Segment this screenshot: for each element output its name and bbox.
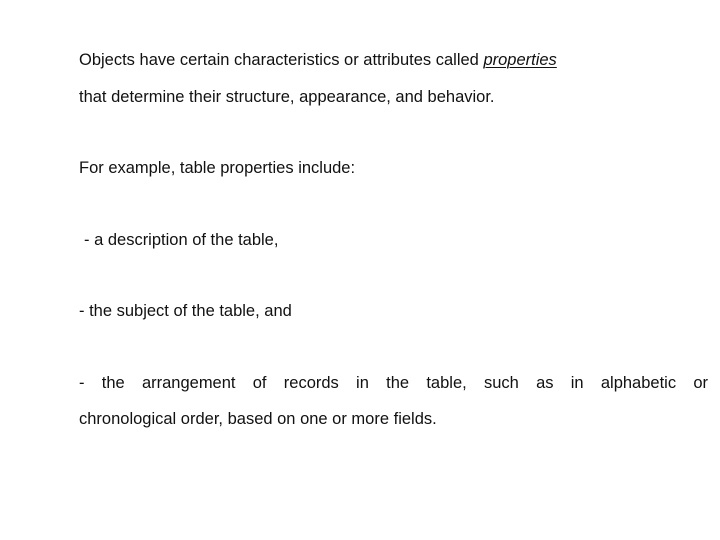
properties-term: properties (483, 51, 557, 69)
list-item-arrangement: - the arrangement of records in the table, such as in alphabetic or (79, 374, 708, 392)
list-item-arrangement-continued: chronological order, based on one or more fields. (79, 410, 437, 428)
example-intro: For example, table properties include: (79, 159, 356, 177)
paragraph-properties-line-1 (79, 50, 557, 70)
list-item-subject: - the subject of the table, and (79, 302, 292, 320)
list-item-description: - a description of the table, (84, 231, 279, 249)
properties-intro-text: Objects have certain characteristics or attributes called (79, 51, 484, 69)
paragraph-properties-line-2: that determine their structure, appearance, and behavior. (79, 88, 495, 106)
